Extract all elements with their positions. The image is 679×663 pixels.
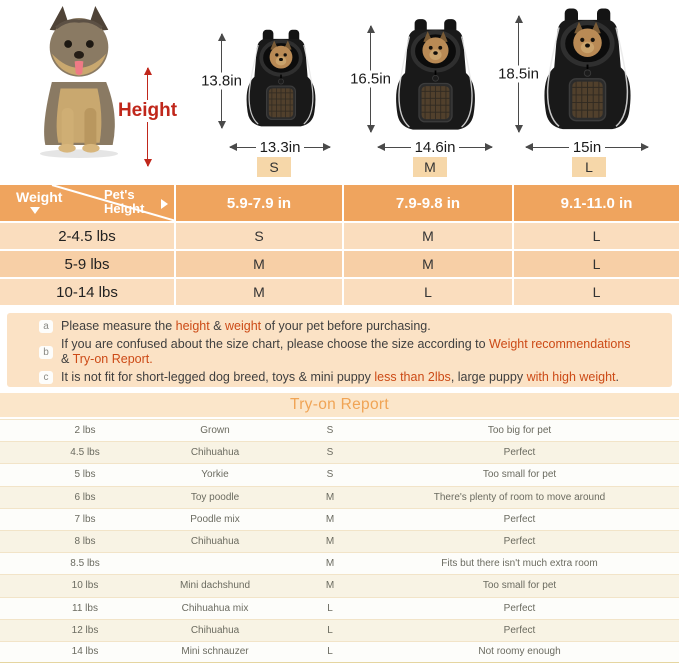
right-arrow-icon [304, 147, 330, 148]
yorkie-dog-photo [18, 6, 140, 158]
tryon-cell: M [325, 513, 335, 525]
tryon-cell: 8.5 lbs [70, 558, 100, 570]
size-chart-cell: M [176, 251, 342, 277]
tryon-cell: Perfect [503, 624, 536, 636]
corner-weight-label: Weight [16, 189, 63, 205]
width-dim-label-m: 14.6in [414, 138, 456, 156]
left-arrow-icon [526, 147, 569, 148]
triangle-down-icon [30, 207, 40, 214]
backpack-m-image [392, 16, 479, 144]
note-segment: . [615, 370, 619, 384]
note-segment: with high weight [526, 370, 616, 384]
note-text [61, 319, 431, 334]
column-header-3: 9.1-11.0 in [514, 185, 679, 221]
note-a [39, 319, 662, 334]
note-segment: less than 2lbs [374, 370, 451, 384]
size-chart-table [0, 185, 679, 305]
size-chart-cell: L [344, 279, 512, 305]
tryon-report-table [0, 419, 679, 663]
note-segment: Weight recommendations [489, 337, 631, 351]
tryon-cell: Chihuahua [190, 536, 240, 548]
height-dim-s: 13.8in [201, 72, 242, 90]
tryon-cell: Too small for pet [482, 580, 557, 592]
size-chart-cell: 5-9 lbs [0, 251, 174, 277]
size-chart-cell: L [514, 223, 679, 249]
size-chart-cell: L [514, 251, 679, 277]
note-text [61, 370, 619, 385]
tryon-cell: Mini dachshund [179, 580, 251, 592]
tryon-cell: 12 lbs [71, 624, 99, 636]
tryon-cell: M [325, 491, 335, 503]
tryon-row [0, 597, 679, 619]
tryon-cell: 7 lbs [74, 513, 96, 525]
tryon-cell: Perfect [503, 602, 536, 614]
tryon-row [0, 463, 679, 485]
tryon-cell: Perfect [503, 447, 536, 459]
height-dim-m: 16.5in [350, 70, 391, 88]
tryon-cell: Chihuahua [190, 624, 240, 636]
tryon-cell: Grown [200, 425, 230, 437]
tryon-cell: Mini schnauzer [181, 646, 249, 658]
tryon-cell: Perfect [503, 513, 536, 525]
tryon-cell: 8 lbs [74, 536, 96, 548]
note-segment: of your pet before purchasing. [261, 319, 431, 333]
note-text [61, 337, 631, 367]
tryon-cell: M [325, 558, 335, 570]
tryon-row [0, 530, 679, 552]
tryon-cell: S [326, 425, 334, 437]
tryon-cell: Toy poodle [190, 491, 240, 503]
tryon-cell: Not roomy enough [478, 646, 561, 658]
right-arrow-icon [459, 147, 492, 148]
note-marker: a [39, 320, 53, 333]
size-chart-cell: L [514, 279, 679, 305]
size-chart-corner-cell [0, 185, 174, 221]
note-segment: Please measure the [61, 319, 176, 333]
width-dim-s [230, 140, 330, 154]
tryon-row [0, 619, 679, 641]
tryon-cell: L [327, 624, 333, 636]
tryon-row [0, 508, 679, 530]
tryon-row [0, 419, 679, 441]
backpack-s-image [243, 26, 319, 140]
left-arrow-icon [378, 147, 411, 148]
tryon-cell: 6 lbs [74, 491, 96, 503]
tryon-report-title: Try-on Report [0, 393, 679, 417]
tryon-cell: M [325, 580, 335, 592]
tryon-cell: Too small for pet [482, 469, 557, 481]
tryon-cell: Poodle mix [190, 513, 240, 525]
tryon-cell: 2 lbs [74, 425, 96, 437]
width-dim-l [526, 140, 648, 154]
tryon-cell: Too big for pet [487, 425, 552, 437]
note-marker: c [39, 371, 53, 384]
note-b [39, 337, 662, 367]
hero-section [0, 0, 679, 184]
tryon-cell: M [325, 536, 335, 548]
column-header-1: 5.9-7.9 in [176, 185, 342, 221]
note-c [39, 370, 662, 385]
note-segment: It is not fit for short-legged dog breed, toys & mini puppy [61, 370, 375, 384]
tryon-cell: There's plenty of room to move around [433, 491, 606, 503]
tryon-row [0, 574, 679, 596]
tryon-row [0, 486, 679, 508]
tryon-cell: S [326, 447, 334, 459]
pet-height-arrow [117, 68, 178, 166]
size-chart-cell: S [176, 223, 342, 249]
tryon-row [0, 441, 679, 463]
size-chart-cell: M [344, 251, 512, 277]
corner-height-label: Pet's Height [104, 187, 145, 216]
size-chart-cell: 10-14 lbs [0, 279, 174, 305]
right-arrow-icon [605, 147, 648, 148]
tryon-cell: S [326, 469, 334, 481]
size-badge-s: S [257, 157, 291, 177]
tryon-cell: Chihuahua mix [181, 602, 249, 614]
height-dim-arrow-m [350, 26, 391, 132]
tryon-cell [170, 553, 260, 574]
tryon-row [0, 641, 679, 663]
tryon-cell: Fits but there isn't much extra room [441, 558, 598, 570]
left-arrow-icon [230, 147, 256, 148]
size-badge-m: M [413, 157, 447, 177]
size-chart-cell: M [176, 279, 342, 305]
width-dim-m [378, 140, 492, 154]
tryon-cell: Perfect [503, 536, 536, 548]
height-dim-arrow-l [498, 16, 539, 132]
tryon-cell: L [327, 602, 333, 614]
tryon-cell: 5 lbs [74, 469, 96, 481]
note-segment: & [61, 352, 73, 366]
height-dim-arrow-s [201, 34, 242, 128]
width-dim-label-l: 15in [572, 138, 602, 156]
size-chart-cell: M [344, 223, 512, 249]
note-segment: weight [225, 319, 262, 333]
tryon-cell: Yorkie [201, 469, 229, 481]
note-marker: b [39, 346, 53, 359]
size-chart-cell: 2-4.5 lbs [0, 223, 174, 249]
height-dim-l: 18.5in [498, 65, 539, 83]
size-badge-l: L [572, 157, 606, 177]
tryon-cell: 10 lbs [71, 580, 99, 592]
note-segment: If you are confused about the size chart, please choose the size according to [61, 337, 490, 351]
tryon-cell: Chihuahua [190, 447, 240, 459]
tryon-cell: L [327, 646, 333, 658]
pet-height-label: Height [117, 100, 178, 122]
note-segment: & [209, 319, 226, 333]
tryon-row [0, 552, 679, 574]
column-header-2: 7.9-9.8 in [344, 185, 512, 221]
triangle-right-icon [161, 199, 168, 209]
notes-panel [7, 313, 672, 387]
tryon-cell: 4.5 lbs [70, 447, 100, 459]
note-segment: , large puppy [450, 370, 527, 384]
note-segment: Try-on Report. [72, 352, 153, 366]
note-segment: height [175, 319, 210, 333]
tryon-cell: 11 lbs [72, 602, 98, 614]
tryon-cell: 14 lbs [71, 646, 99, 658]
width-dim-label-s: 13.3in [259, 138, 301, 156]
backpack-l-image [540, 6, 635, 144]
